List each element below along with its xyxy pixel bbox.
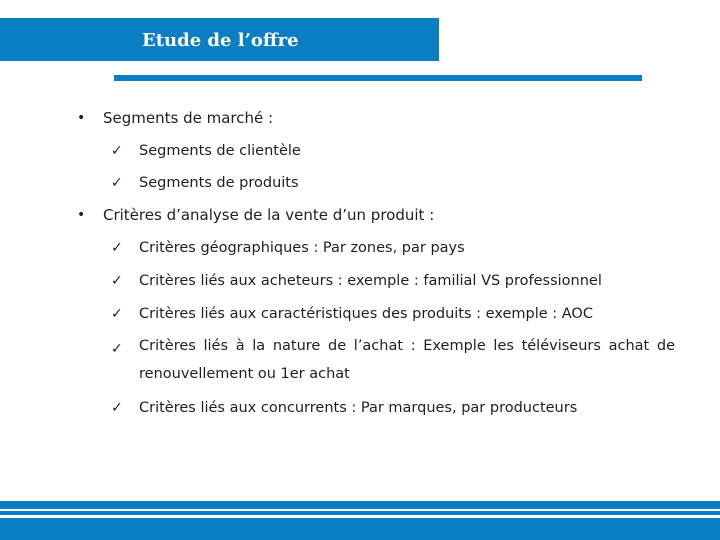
- list-item-text: Critères liés aux concurrents : Par marques, par producteurs: [139, 400, 578, 416]
- checkmark-icon: ✓: [111, 306, 123, 322]
- checkmark-icon: ✓: [111, 175, 123, 191]
- list-item-text: Critères liés à la nature de l’achat : Exemple les téléviseurs achat de renouvellement ou 1er achat: [139, 338, 675, 382]
- bullet-dot-icon: •: [77, 110, 86, 126]
- checkmark-icon: ✓: [111, 143, 123, 159]
- list-item-text: Segments de produits: [139, 175, 299, 191]
- footer-band: [0, 511, 720, 515]
- checkmark-icon: ✓: [111, 400, 123, 416]
- footer-band: [0, 518, 720, 540]
- checkmark-icon: ✓: [111, 240, 123, 256]
- list-item-text: Critères liés aux caractéristiques des produits : exemple : AOC: [139, 306, 593, 322]
- list-item-text: Critères liés aux acheteurs : exemple : familial VS professionnel: [139, 273, 602, 289]
- section-label: Critères d’analyse de la vente d’un produit :: [103, 206, 435, 224]
- checkmark-icon: ✓: [111, 273, 123, 289]
- list-item-text: Segments de clientèle: [139, 143, 301, 159]
- bullet-dot-icon: •: [77, 207, 86, 223]
- section-label: Segments de marché :: [103, 109, 274, 127]
- checkmark-icon: ✓: [111, 341, 123, 357]
- list-item-text: Critères géographiques : Par zones, par pays: [139, 240, 465, 256]
- slide-title: Etude de l’offre: [142, 30, 299, 51]
- title-underline: [114, 75, 642, 81]
- footer-band: [0, 501, 720, 509]
